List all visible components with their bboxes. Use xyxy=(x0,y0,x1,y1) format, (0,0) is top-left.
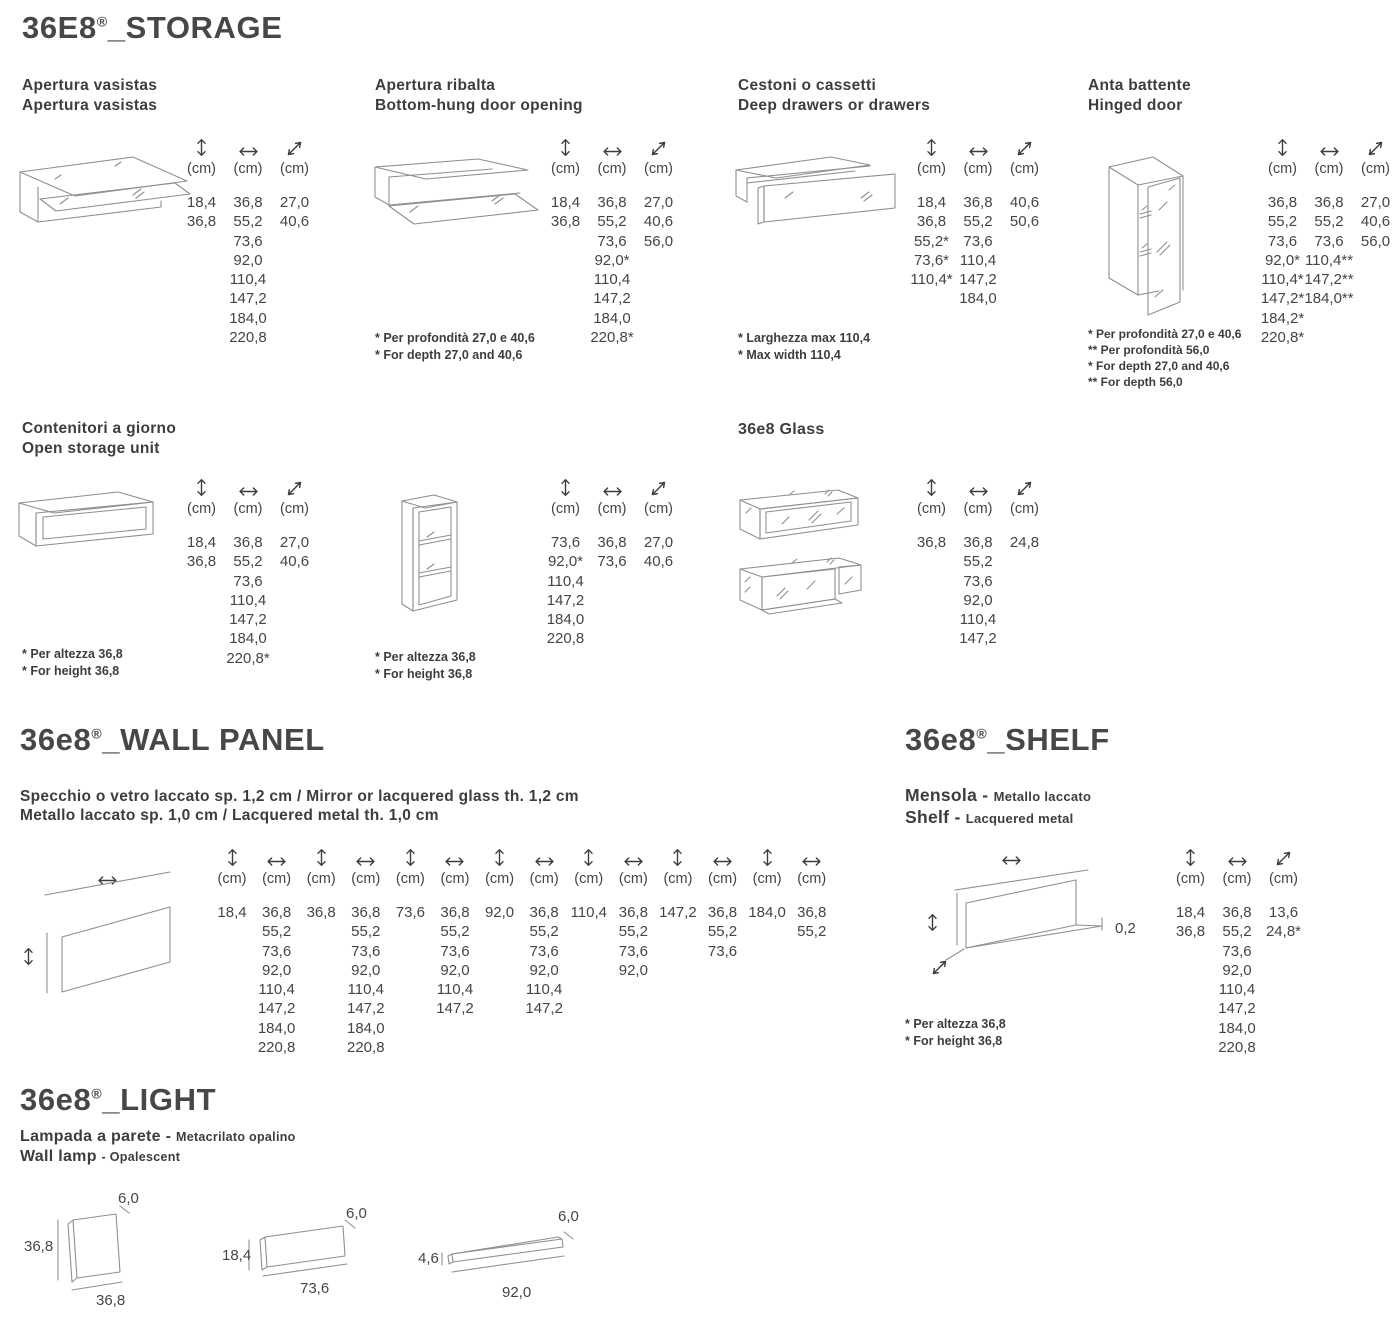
section-title-glass: 36e8 Glass xyxy=(738,421,825,438)
height-column xyxy=(478,846,522,1057)
height-column xyxy=(543,136,588,347)
width-arrow-icon xyxy=(601,476,624,498)
glass-unit-diagram xyxy=(737,486,861,546)
height-column xyxy=(567,846,611,1057)
unit-label: (cm) xyxy=(529,871,559,887)
height-arrow-icon xyxy=(925,136,938,158)
depth-column xyxy=(636,136,681,347)
width-column xyxy=(956,136,1001,309)
width-values: 36,8 73,6 xyxy=(597,534,627,571)
unit-label: (cm) xyxy=(1314,161,1344,177)
width-column xyxy=(226,476,271,668)
width-column xyxy=(1215,846,1260,1057)
width-column xyxy=(790,846,834,1057)
unit-label: (cm) xyxy=(574,871,604,887)
height-value: 184,0 xyxy=(748,904,786,921)
width-arrow-icon xyxy=(533,846,556,868)
unit-label: (cm) xyxy=(1361,161,1390,177)
width-column xyxy=(611,846,655,1057)
depth-values: 13,6 24,8* xyxy=(1265,904,1302,941)
depth-arrow-icon xyxy=(649,136,668,158)
width-values: 36,8 55,2 73,6 110,4 147,2 184,0 220,8* xyxy=(226,534,270,667)
unit-label: (cm) xyxy=(280,501,309,517)
registered-mark: ® xyxy=(91,725,103,742)
height-arrow-icon xyxy=(493,846,506,868)
lamp3-depth-label: 6,0 xyxy=(558,1208,579,1225)
unit-label: (cm) xyxy=(262,871,292,887)
height-column xyxy=(909,476,954,649)
height-arrow-icon xyxy=(671,846,684,868)
lamp1-depth-label: 6,0 xyxy=(118,1190,139,1207)
registered-mark: ® xyxy=(96,13,108,30)
height-values: 18,4 36,8 xyxy=(1175,904,1206,941)
unit-label: (cm) xyxy=(917,501,946,517)
drawers-diagram xyxy=(733,152,901,242)
height-column xyxy=(909,136,954,309)
depth-column xyxy=(272,476,317,668)
width-arrow-icon xyxy=(601,136,624,158)
width-column xyxy=(255,846,299,1057)
unit-label: (cm) xyxy=(1176,871,1205,887)
unit-label: (cm) xyxy=(1010,501,1039,517)
width-column xyxy=(344,846,388,1057)
width-column xyxy=(701,846,745,1057)
height-values: 36,8 xyxy=(916,534,947,551)
width-values: 36,8 55,2 73,6 92,0 110,4 147,2 xyxy=(959,534,997,648)
width-values: 36,8 55,2 73,6 92,0 xyxy=(618,904,648,979)
unit-label: (cm) xyxy=(187,501,216,517)
width-arrow-icon xyxy=(443,846,466,868)
width-arrow-icon xyxy=(1226,846,1249,868)
unit-label: (cm) xyxy=(551,501,580,517)
ribalta-diagram xyxy=(372,155,542,255)
shelf-subtitle-it: Mensola - Metallo laccato xyxy=(905,785,1092,805)
width-arrow-icon xyxy=(354,846,377,868)
wall-lamp-square-diagram xyxy=(48,1198,140,1300)
height-arrow-icon xyxy=(315,846,328,868)
drawers-footnotes: * Larghezza max 110,4 * Max width 110,4 xyxy=(738,331,871,362)
width-values: 36,8 55,2 73,6 xyxy=(707,904,738,960)
wall-lamp-bar-diagram xyxy=(440,1224,585,1286)
wall-panel-dim-table xyxy=(210,846,834,1057)
unit-label: (cm) xyxy=(551,161,580,177)
height-values: 18,4 36,8 55,2* 73,6* 110,4* xyxy=(910,194,953,289)
depth-values: 27,0 40,6 xyxy=(279,534,310,571)
wall-panel-subtitle-2: Metallo laccato sp. 1,0 cm / Lacquered metal th. 1,0 cm xyxy=(20,807,439,824)
glass-l-unit-diagram xyxy=(737,554,865,622)
width-values: 36,8 55,2 73,6 110,4 147,2 184,0 xyxy=(959,194,997,308)
unit-label: (cm) xyxy=(217,871,247,887)
height-column xyxy=(299,846,343,1057)
depth-column xyxy=(1353,136,1398,347)
page-title-wall-panel: 36e8®_WALL PANEL xyxy=(20,722,325,757)
height-column xyxy=(745,846,789,1057)
height-arrow-icon xyxy=(582,846,595,868)
width-arrow-icon xyxy=(967,476,990,498)
unit-label: (cm) xyxy=(644,161,673,177)
width-column xyxy=(433,846,477,1057)
shelf-subtitle-en: Shelf - Lacquered metal xyxy=(905,807,1074,827)
open-storage-footnotes: * Per altezza 36,8 * For height 36,8 xyxy=(22,647,123,678)
light-subtitle-it: Lampada a parete - Metacrilato opalino xyxy=(20,1128,296,1145)
width-values: 36,8 55,2 73,6 92,0 110,4 147,2 184,0 220,8 xyxy=(1218,904,1256,1057)
height-arrow-icon xyxy=(1276,136,1289,158)
height-arrow-icon xyxy=(761,846,774,868)
section-title-open-storage: Contenitori a giorno Open storage unit xyxy=(22,420,177,457)
height-column xyxy=(543,476,588,649)
depth-values: 27,0 40,6 xyxy=(643,534,674,571)
unit-label: (cm) xyxy=(963,161,993,177)
unit-label: (cm) xyxy=(597,161,627,177)
unit-label: (cm) xyxy=(708,871,738,887)
glass-dim-table xyxy=(909,476,1047,649)
depth-arrow-icon xyxy=(1366,136,1385,158)
ribalta-footnotes: * Per profondità 27,0 e 40,6 * For depth 27,0 and 40,6 xyxy=(375,331,535,362)
height-values: 18,4 36,8 xyxy=(550,194,581,231)
lamp1-height-label: 36,8 xyxy=(24,1238,54,1255)
hinged-dim-table xyxy=(1260,136,1398,347)
depth-column xyxy=(272,136,317,347)
vasistas-dim-table xyxy=(179,136,317,347)
width-values: 36,8 55,2 73,6 92,0 110,4 147,2 184,0 220,8 xyxy=(229,194,267,347)
width-column xyxy=(590,136,635,347)
lamp2-height-label: 18,4 xyxy=(222,1247,252,1264)
depth-values: 24,8 xyxy=(1009,534,1040,551)
height-arrow-icon xyxy=(404,846,417,868)
unit-label: (cm) xyxy=(233,161,263,177)
unit-label: (cm) xyxy=(485,871,515,887)
section-title-ribalta: Apertura ribalta Bottom-hung door opening xyxy=(375,77,583,114)
width-arrow-icon xyxy=(1318,136,1341,158)
shelf-thickness-label: 0,2 xyxy=(1115,920,1136,937)
lamp1-width-label: 36,8 xyxy=(96,1292,126,1309)
width-arrow-icon xyxy=(967,136,990,158)
page-title-shelf: 36e8®_SHELF xyxy=(905,722,1110,757)
height-value: 18,4 xyxy=(217,904,247,921)
unit-label: (cm) xyxy=(1222,871,1252,887)
unit-label: (cm) xyxy=(395,871,425,887)
width-values: 36,8 55,2 73,6 92,0 110,4 147,2 184,0 220,8 xyxy=(257,904,296,1057)
unit-label: (cm) xyxy=(1268,161,1297,177)
wall-panel-diagram xyxy=(12,845,197,1005)
depth-values: 27,0 40,6 xyxy=(279,194,310,231)
depth-values: 40,6 50,6 xyxy=(1009,194,1040,231)
width-values: 36,8 55,2 73,6 92,0 110,4 147,2 xyxy=(436,904,474,1018)
height-value: 110,4 xyxy=(570,904,607,921)
unit-label: (cm) xyxy=(597,501,627,517)
height-values: 36,8 55,2 73,6 92,0* 110,4* 147,2* 184,2* 220,8* xyxy=(1260,194,1305,347)
width-arrow-icon xyxy=(265,846,288,868)
unit-label: (cm) xyxy=(797,871,827,887)
width-values: 36,8 55,2 73,6 92,0 110,4 147,2 xyxy=(525,904,563,1018)
open-storage-diagram xyxy=(15,486,160,566)
depth-arrow-icon xyxy=(285,136,304,158)
light-subtitle-en: Wall lamp - Opalescent xyxy=(20,1148,181,1165)
depth-column xyxy=(1002,476,1047,649)
lamp3-width-label: 92,0 xyxy=(502,1284,532,1301)
shelf-footnotes: * Per altezza 36,8 * For height 36,8 xyxy=(905,1017,1006,1048)
depth-column xyxy=(636,476,681,649)
height-column xyxy=(656,846,700,1057)
height-arrow-icon xyxy=(559,476,572,498)
depth-arrow-icon xyxy=(1015,136,1034,158)
unit-label: (cm) xyxy=(440,871,470,887)
height-arrow-icon xyxy=(226,846,239,868)
height-arrow-icon xyxy=(195,476,208,498)
width-values: 36,8 55,2 73,6 92,0* 110,4 147,2 184,0 220,8* xyxy=(590,194,634,347)
unit-label: (cm) xyxy=(1010,161,1039,177)
width-column xyxy=(590,476,635,649)
unit-label: (cm) xyxy=(1269,871,1298,887)
shelf-diagram xyxy=(900,848,1115,998)
height-arrow-icon xyxy=(1184,846,1197,868)
unit-label: (cm) xyxy=(187,161,216,177)
width-arrow-icon xyxy=(237,476,260,498)
width-values: 36,8 55,2 73,6 92,0 110,4 147,2 184,0 220,8 xyxy=(347,904,385,1057)
wall-panel-subtitle-1: Specchio o vetro laccato sp. 1,2 cm / Mirror or lacquered glass th. 1,2 cm xyxy=(20,788,579,805)
vasistas-diagram xyxy=(15,150,195,245)
height-column xyxy=(179,136,224,347)
lamp2-width-label: 73,6 xyxy=(300,1280,330,1297)
lamp2-depth-label: 6,0 xyxy=(346,1205,367,1222)
height-value: 36,8 xyxy=(306,904,336,921)
section-title-vasistas: Apertura vasistas Apertura vasistas xyxy=(22,77,158,114)
width-arrow-icon xyxy=(237,136,260,158)
page-title-light: 36e8®_LIGHT xyxy=(20,1082,217,1117)
height-values: 18,4 36,8 xyxy=(186,534,217,571)
height-values: 18,4 36,8 xyxy=(186,194,217,231)
height-column xyxy=(179,476,224,668)
height-column xyxy=(388,846,432,1057)
lamp3-height-label: 4,6 xyxy=(418,1250,439,1267)
depth-values: 27,0 40,6 56,0 xyxy=(1360,194,1391,250)
hinged-diagram xyxy=(1095,150,1200,320)
height-arrow-icon xyxy=(559,136,572,158)
width-arrow-icon xyxy=(800,846,823,868)
shelf-dim-table xyxy=(1168,846,1306,1057)
width-column xyxy=(226,136,271,347)
unit-label: (cm) xyxy=(280,161,309,177)
open-vertical-diagram xyxy=(396,488,466,630)
width-column xyxy=(522,846,566,1057)
depth-arrow-icon xyxy=(649,476,668,498)
registered-mark: ® xyxy=(976,725,988,742)
open-vertical-dim-table xyxy=(543,476,681,649)
section-title-hinged: Anta battente Hinged door xyxy=(1088,77,1191,114)
open-storage-dim-table xyxy=(179,476,317,668)
depth-column xyxy=(1002,136,1047,309)
unit-label: (cm) xyxy=(752,871,782,887)
width-values: 36,8 55,2 xyxy=(797,904,827,941)
unit-label: (cm) xyxy=(306,871,336,887)
height-column xyxy=(210,846,254,1057)
height-value: 92,0 xyxy=(484,904,515,921)
open-vertical-footnotes: * Per altezza 36,8 * For height 36,8 xyxy=(375,650,476,681)
height-value: 147,2 xyxy=(659,904,697,921)
width-column xyxy=(956,476,1001,649)
drawers-dim-table xyxy=(909,136,1047,309)
unit-label: (cm) xyxy=(233,501,263,517)
width-arrow-icon xyxy=(711,846,734,868)
unit-label: (cm) xyxy=(351,871,381,887)
height-values: 73,6 92,0* 110,4 147,2 184,0 220,8 xyxy=(546,534,585,648)
depth-column xyxy=(1261,846,1306,1057)
page-title-storage: 36E8®_STORAGE xyxy=(22,10,283,45)
height-column xyxy=(1260,136,1305,347)
section-title-drawers: Cestoni o cassetti Deep drawers or drawers xyxy=(738,77,931,114)
unit-label: (cm) xyxy=(663,871,693,887)
depth-arrow-icon xyxy=(1274,846,1293,868)
height-value: 73,6 xyxy=(395,904,425,921)
depth-arrow-icon xyxy=(1015,476,1034,498)
height-arrow-icon xyxy=(925,476,938,498)
unit-label: (cm) xyxy=(963,501,993,517)
wall-lamp-rect-diagram xyxy=(235,1212,363,1284)
hinged-footnotes: * Per profondità 27,0 e 40,6 ** Per profondità 56,0 * For depth 27,0 and 40,6 ** For depth 56,0 xyxy=(1088,327,1242,389)
height-arrow-icon xyxy=(195,136,208,158)
unit-label: (cm) xyxy=(917,161,946,177)
width-arrow-icon xyxy=(622,846,645,868)
ribalta-dim-table xyxy=(543,136,681,347)
width-column xyxy=(1304,136,1354,347)
unit-label: (cm) xyxy=(644,501,673,517)
registered-mark: ® xyxy=(91,1085,103,1102)
depth-values: 27,0 40,6 56,0 xyxy=(643,194,674,250)
unit-label: (cm) xyxy=(618,871,648,887)
height-column xyxy=(1168,846,1213,1057)
depth-arrow-icon xyxy=(285,476,304,498)
width-values: 36,8 55,2 73,6 110,4** 147,2** 184,0** xyxy=(1304,194,1354,308)
